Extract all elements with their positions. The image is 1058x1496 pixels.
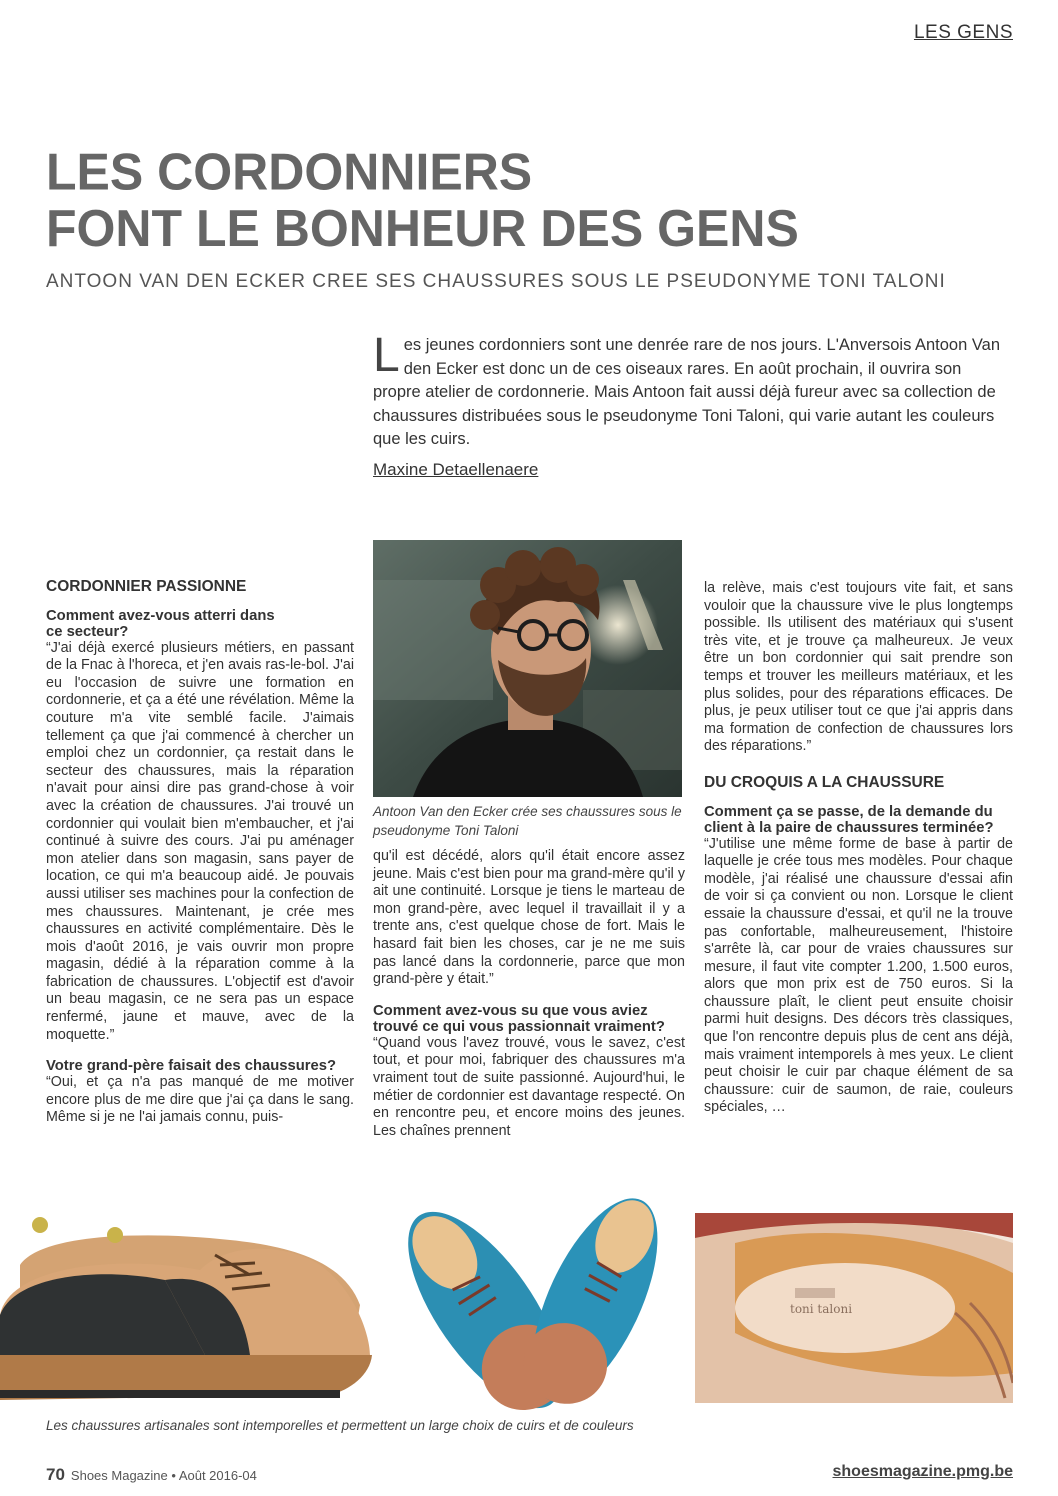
intro-paragraph [373, 329, 1013, 452]
magazine-issue: Shoes Magazine • Août 2016-04 [70, 1468, 257, 1483]
footer-left [46, 1465, 257, 1485]
section-heading: CORDONNIER PASSIONNE [46, 578, 247, 595]
interview-question: Votre grand-père faisait des chaussures? [46, 1058, 337, 1075]
interview-question: Comment ça se passe, de la demande du client à la paire de chaussures terminée? [704, 803, 994, 836]
section-tag[interactable]: LES GENS [913, 22, 1013, 43]
interview-answer: “Quand vous l'avez trouvé, vous le savez, c'est tout, et pour moi, fabriquer des chaussures m'a vraiment tout de suite passionné. Aujourd'hui, le métier de cordonnier est davantage respecté. On en rencontre peu, et encore moins des jeunes. Les chaînes prennent [373, 1034, 685, 1139]
interview-question: Comment avez-vous atterri dans ce secteur? [46, 607, 275, 640]
portrait-caption: Antoon Van den Ecker crée ses chaussures sous le pseudonyme Toni Taloni [373, 804, 682, 838]
headline-line-2: FONT LE BONHEUR DES GENS [46, 198, 799, 258]
article-subtitle: ANTOON VAN DEN ECKER CREE SES CHAUSSURES SOUS LE PSEUDONYME TONI TALONI [46, 271, 946, 292]
drop-cap: L [373, 329, 400, 382]
portrait-photo [373, 540, 682, 797]
shoe-photo-black-tan [0, 1205, 380, 1408]
shoe-photo-interior-closeup [695, 1213, 1013, 1403]
shoe-photo-blue-pair [395, 1180, 680, 1412]
article-headline [46, 144, 946, 256]
article-column-1 [46, 578, 354, 1127]
interview-answer: “Oui, et ça n'a pas manqué de me motiver encore plus de me dire que j'ai ça dans le sang. Même si je ne l'ai jamais connu, puis- [46, 1074, 354, 1126]
author-byline[interactable]: Maxine Detaellenaere [373, 460, 539, 479]
interview-answer: la relève, mais c'est toujours vite fait, et sans vouloir que la chaussure vive le plus longtemps possible. Ils utilisent des matériaux qui s'usent très vite, et je trouve ça malheureux. Je veux être un bon cordonnier qui sait prendre son temps et trouver les meilleurs matériaux, et les plus solides, pour des réparations efficaces. De plus, je peux utiliser tout ce que j'ai appris dans ma formation de confection de chaussures lors des réparations.” [704, 580, 1013, 755]
brand-stamp: toni taloni [790, 1302, 853, 1316]
website-link[interactable]: shoesmagazine.pmg.be [832, 1463, 1013, 1480]
interview-answer: “J'ai déjà exercé plusieurs métiers, en passant de la Fnac à l'horeca, et j'en avais ras-le-bol. J'ai eu l'occasion de suivre une formation en cordonnerie, et ça a été une révélation. Même la couture m'a vite semblé facile. J'aimais tellement ça que j'ai commencé à chercher un emploi chez un cordonnier, ça restait dans le secteur des chaussures, mais la réparation n'avait pour ainsi dire pas grand-chose à voir avec la création de chaussures. J'ai trouvé un cordonnier qui voulait bien m'embaucher, et j'ai continué à suivre des cours. J'ai pu aménager mon atelier dans son magasin, sans payer de location, ce qui m'a beaucoup aidé. Je pouvais aussi utiliser ses machines pour la confection de mes chaussures. Maintenant, je crée mes chaussures en activité complémentaire. Dès le mois d'août 2016, je vais ouvrir mon propre magasin, dédié à la réparation comme à la fabrication de chaussures. L'objectif est d'avoir un beau magasin, ce ne sera pas un espace renfermé, jaune et mauve, avec de la moquette.” [46, 639, 354, 1043]
intro-text: es jeunes cordonniers sont une denrée rare de nos jours. L'Anversois Antoon Van den Ecker est donc un de ces oiseaux rares. En août prochain, il ouvrira son propre atelier de cordonnerie. Mais Antoon fait aussi déjà fureur avec sa collection de chaussures distribuées sous le pseudonyme Toni Taloni, qui varie autant les couleurs que les cuirs. [373, 336, 1001, 448]
article-column-2 [373, 848, 685, 1140]
page-number: 70 [46, 1465, 65, 1484]
interview-answer: qu'il est décédé, alors qu'il était encore assez jeune. Mais c'est bien pour ma grand-mère qu'il y ait une continuité. Lorsque je tiens le marteau de mon grand-père, avec lequel il travaillait il y a trente ans, c'est quelque chose de fort. Mais le hasard fait bien les choses, car je ne me suis pas lancé dans la cordonnerie, parce que mon grand-père y était.” [373, 848, 685, 988]
interview-question: Comment avez-vous su que vous aviez trouvé ce qui vous passionnait vraiment? [373, 1002, 665, 1035]
photo-caption: Les chaussures artisanales sont intemporelles et permettent un large choix de cuirs et de couleurs [46, 1418, 634, 1433]
headline-line-1: LES CORDONNIERS [46, 142, 533, 202]
section-heading: DU CROQUIS A LA CHAUSSURE [704, 773, 945, 791]
article-column-3 [704, 580, 1013, 1117]
interview-answer: “J'utilise une même forme de base à partir de laquelle je crée tous mes modèles. Pour chaque modèle, j'ai réalisé une chaussure d'essai afin de voir si ça convient ou non. Lorsque le client essaie la chaussure d'essai, et qu'il ne la trouve pas confortable, malheureusement, l'histoire s'arrête là, car pour de vraies chaussures sur mesure, il faut vite compter 1.200, 1.500 euros, alors que mon prix est de 750 euros. Si la chaussure plaît, le client peut ensuite choisir parmi huit designs. Des décors très classiques, que l'on rencontre depuis plus de cent ans déjà, mais vraiment intemporels à mes yeux. Le client peut choisir le cuir par chaque élément de sa chaussure: cuir de saumon, de raie, couleurs spéciales, … [704, 835, 1013, 1116]
